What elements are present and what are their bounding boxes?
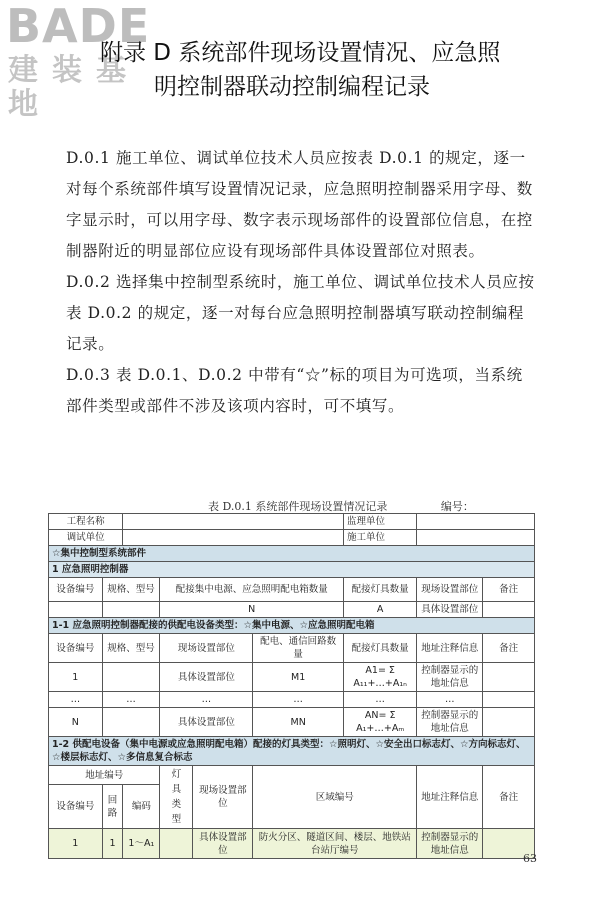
cell: …	[417, 692, 483, 708]
cell	[483, 663, 535, 692]
lamps-sum: A1= Σ	[365, 665, 395, 676]
header-address: 地址注释信息	[417, 766, 483, 829]
cell-device-no: 1	[49, 663, 103, 692]
cell-circuit: 1	[102, 829, 123, 859]
header-circuit: 回路	[102, 785, 123, 829]
header-lamps: 配接灯具数量	[344, 578, 417, 602]
cell-location: 具体设置部位	[160, 663, 253, 692]
header-remark: 备注	[483, 578, 535, 602]
section-1-2: 1-2 供配电设备（集中电源或应急照明配电箱）配接的灯具类型：☆照明灯、☆安全出口标志灯、☆方向标志灯、☆楼层标志灯、☆多信息复合标志	[49, 737, 535, 766]
paragraph-d02: D.0.2 选择集中控制型系统时，施工单位、调试单位技术人员应按表 D.0.2 的规定，逐一对每台应急照明控制器填写联动控制编程记录。	[66, 273, 535, 353]
cell-device-no: 1	[49, 829, 103, 859]
header-device-no: 设备编号	[49, 634, 103, 663]
table-caption	[208, 498, 474, 514]
cell	[102, 602, 160, 618]
header-address: 地址注释信息	[417, 634, 483, 663]
cell-device-no: N	[49, 708, 103, 737]
cell	[49, 602, 103, 618]
header-remark: 备注	[483, 634, 535, 663]
header-lamp-type: 灯具类型	[160, 766, 193, 829]
section-1: 1 应急照明控制器	[49, 562, 535, 578]
cell	[483, 692, 535, 708]
table-row	[49, 663, 535, 692]
cell-config: N	[160, 602, 344, 618]
paragraph-d03: D.0.3 表 D.0.1、D.0.2 中带有“☆”标的项目为可选项，当系统部件类型或部件不涉及该项内容时，可不填写。	[66, 366, 523, 415]
header-code: 编码	[123, 785, 160, 829]
title-line-2: 明控制器联动控制编程记录	[154, 74, 430, 100]
table-row	[49, 829, 535, 859]
construction-label: 施工单位	[344, 530, 417, 546]
table-row	[49, 692, 535, 708]
debug-label: 调试单位	[49, 530, 123, 546]
project-value	[123, 514, 344, 530]
debug-value	[123, 530, 344, 546]
section-row	[49, 562, 535, 578]
cell-lamps: A	[344, 602, 417, 618]
table-row	[49, 514, 535, 530]
header-circuits: 配电、通信回路数量	[253, 634, 344, 663]
cell-area: 防火分区、隧道区间、楼层、地铁站台站厅编号	[253, 829, 417, 859]
section-1-1: 1-1 应急照明控制器配接的供配电设备类型：☆集中电源、☆应急照明配电箱	[49, 618, 535, 634]
cell	[160, 829, 193, 859]
cell	[483, 602, 535, 618]
cell-lamps	[344, 663, 417, 692]
section-row	[49, 737, 535, 766]
cell-location: 具体设置部位	[193, 829, 253, 859]
header-lamps: 配接灯具数量	[344, 634, 417, 663]
construction-value	[417, 530, 535, 546]
header-location: 现场设置部位	[193, 766, 253, 829]
table-row	[49, 530, 535, 546]
cell: …	[160, 692, 253, 708]
cell-circuits: MN	[253, 708, 344, 737]
supervision-label: 监理单位	[344, 514, 417, 530]
table-caption-title: 表 D.0.1 系统部件现场设置情况记录	[208, 500, 388, 513]
lamps-sum: AN= Σ	[364, 710, 396, 721]
section-row	[49, 618, 535, 634]
lamps-range: A₁+…+Aₘ	[356, 723, 405, 734]
cell: …	[49, 692, 103, 708]
table-header-row	[49, 766, 535, 785]
page-title	[100, 36, 540, 104]
title-line-1: 附录 D 系统部件现场设置情况、应急照	[100, 40, 501, 66]
header-location: 现场设置部位	[160, 634, 253, 663]
cell: …	[102, 692, 160, 708]
cell: …	[253, 692, 344, 708]
cell-circuits: M1	[253, 663, 344, 692]
header-model: 规格、型号	[102, 578, 160, 602]
logo-subtitle: 建装基地	[8, 53, 140, 122]
table-header-row	[49, 578, 535, 602]
cell-location: 具体设置部位	[160, 708, 253, 737]
cell-location: 具体设置部位	[417, 602, 483, 618]
project-label: 工程名称	[49, 514, 123, 530]
cell-address: 控制器显示的地址信息	[417, 663, 483, 692]
section-star: ☆集中控制型系统部件	[49, 546, 535, 562]
record-table	[48, 513, 535, 859]
cell-address: 控制器显示的地址信息	[417, 708, 483, 737]
cell-lamps	[344, 708, 417, 737]
header-device-no: 设备编号	[49, 578, 103, 602]
cell-address: 控制器显示的地址信息	[417, 829, 483, 859]
table-header-row	[49, 634, 535, 663]
header-config: 配接集中电源、应急照明配电箱数量	[160, 578, 344, 602]
logo-brand: BADE	[6, 0, 151, 53]
header-remark: 备注	[483, 766, 535, 829]
table-row	[49, 602, 535, 618]
page-number: 63	[523, 852, 537, 865]
table-row	[49, 708, 535, 737]
header-model: 规格、型号	[102, 634, 160, 663]
cell	[102, 708, 160, 737]
cell-code: 1～A₁	[123, 829, 160, 859]
paragraph-d01: D.0.1 施工单位、调试单位技术人员应按表 D.0.1 的规定，逐一对每个系统部件填写设置情况记录，应急照明控制器采用字母、数字显示时，可以用字母、数字表示现场部件的设置部位信息，在控制器附近的明显部位应设有现场部件具体设置部位对照表。	[66, 149, 533, 260]
cell	[483, 708, 535, 737]
body-text	[66, 143, 536, 422]
header-address-no: 地址编号	[49, 766, 160, 785]
section-row	[49, 546, 535, 562]
lamps-range: A₁₁+…+A₁ₙ	[353, 678, 407, 689]
header-area: 区域编号	[253, 766, 417, 829]
supervision-value	[417, 514, 535, 530]
header-location: 现场设置部位	[417, 578, 483, 602]
cell	[102, 663, 160, 692]
table-number-label: 编号：	[440, 500, 474, 513]
header-device-no: 设备编号	[49, 785, 103, 829]
cell: …	[344, 692, 417, 708]
